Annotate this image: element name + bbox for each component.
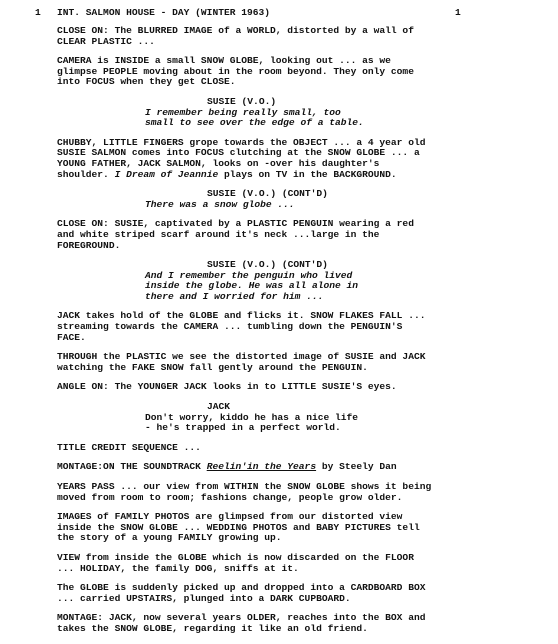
dialogue-line: I remember being really small, too xyxy=(145,106,341,118)
dialogue-line: there and I worried for him ... xyxy=(145,290,324,302)
action-line: and white striped scarf around it's neck ...large in the xyxy=(57,228,380,240)
action-line: CLOSE ON: The BLURRED IMAGE of a WORLD, distorted by a wall of xyxy=(57,25,414,36)
action-line: FOREGROUND. xyxy=(57,239,121,251)
action-line: CLEAR PLASTIC ... xyxy=(57,35,155,47)
action-line: VIEW from inside the GLOBE which is now discarded on the FLOOR xyxy=(57,551,414,563)
action-line: The GLOBE is suddenly picked up and dropped into a CARDBOARD BOX xyxy=(57,582,426,594)
dialogue-line: - he's trapped in a perfect world. xyxy=(145,422,341,434)
action-line: shoulder. I Dream of Jeannie plays on TV in the BACKGROUND. xyxy=(57,168,397,180)
action-paragraph xyxy=(57,26,477,47)
dialogue-line: small to see over the edge of a table. xyxy=(145,117,364,129)
scene-heading: INT. SALMON HOUSE - DAY (WINTER 1963) xyxy=(57,7,271,18)
action-paragraph xyxy=(57,482,477,503)
action-paragraph xyxy=(57,382,477,393)
action-line: SUSIE SALMON comes into FOCUS clutching at the SNOW GLOBE ... a xyxy=(57,147,420,159)
action-line: watching the FAKE SNOW fall gently around the PENGUIN. xyxy=(57,361,368,373)
action-line: CHUBBY, LITTLE FINGERS grope towards the OBJECT ... a 4 year old xyxy=(57,136,426,148)
action-line: inside the SNOW GLOBE ... WEDDING PHOTOS and BABY PICTURES tell xyxy=(57,521,420,533)
action-line: CLOSE ON: SUSIE, captivated by a PLASTIC PENGUIN wearing a red xyxy=(57,218,414,230)
action-line: moved from room to room; fashions change, people grow older. xyxy=(57,491,403,503)
action-line: CAMERA is INSIDE a small SNOW GLOBE, looking out ... as we xyxy=(57,55,391,67)
action-paragraph xyxy=(57,613,477,634)
action-paragraph xyxy=(57,553,477,574)
character-name: SUSIE (V.O.) xyxy=(207,95,277,107)
dialogue-line: inside the globe. He was all alone in xyxy=(145,280,359,292)
action-paragraph xyxy=(57,219,477,251)
script-body xyxy=(57,26,477,644)
action-line: TITLE CREDIT SEQUENCE ... xyxy=(57,441,201,453)
dialogue-line: And I remember the penguin who lived xyxy=(145,269,353,281)
action-paragraph xyxy=(57,56,477,88)
dialogue-line: Don't worry, kiddo he has a nice life xyxy=(145,411,359,423)
action-line: FACE. xyxy=(57,331,86,343)
action-line: the story of a young FAMILY growing up. xyxy=(57,532,282,544)
action-line: streaming towards the CAMERA ... tumbling down the PENGUIN'S xyxy=(57,321,403,333)
action-line: YEARS PASS ... our view from WITHIN the SNOW GLOBE shows it being xyxy=(57,481,432,492)
action-line: into FOCUS when they get CLOSE. xyxy=(57,76,236,88)
action-line: glimpse PEOPLE moving about in the room beyond. They only come xyxy=(57,65,414,77)
action-line: MONTAGE: JACK, now several years OLDER, reaches into the BOX and xyxy=(57,612,426,624)
action-paragraph xyxy=(57,462,477,473)
character-name: SUSIE (V.O.) (CONT'D) xyxy=(207,259,328,271)
action-line: ANGLE ON: The YOUNGER JACK looks in to LITTLE SUSIE'S eyes. xyxy=(57,381,397,393)
emphasis-text: Reelin'in the Years xyxy=(206,461,317,473)
action-line: YOUNG FATHER, JACK SALMON, looks on -over his daughter's xyxy=(57,157,380,169)
action-line: JACK takes hold of the GLOBE and flicks it. SNOW FLAKES FALL ... xyxy=(57,310,426,322)
dialogue-block xyxy=(57,189,477,210)
dialogue-line: There was a snow globe ... xyxy=(145,198,295,210)
action-paragraph xyxy=(57,138,477,180)
character-name: JACK xyxy=(207,401,231,413)
action-line: takes the SNOW GLOBE, regarding it like an old friend. xyxy=(57,622,368,634)
dialogue-block xyxy=(57,260,477,302)
emphasis-text: I Dream of Jeannie xyxy=(114,168,219,180)
action-line: THROUGH the PLASTIC we see the distorted image of SUSIE and JACK xyxy=(57,351,426,363)
action-line: MONTAGE:ON THE SOUNDTRACK Reelin'in the Years by Steely Dan xyxy=(57,461,397,473)
action-line: IMAGES of FAMILY PHOTOS are glimpsed from our distorted view xyxy=(57,511,403,523)
action-line: ... carried UPSTAIRS, plunged into a DARK CUPBOARD. xyxy=(57,592,351,604)
action-paragraph xyxy=(57,512,477,544)
scene-number-left: 1 xyxy=(35,7,41,18)
scene-number-right: 1 xyxy=(455,7,461,18)
dialogue-block xyxy=(57,402,477,434)
action-line: ... HOLIDAY, the family DOG, sniffs at it. xyxy=(57,562,299,574)
action-paragraph xyxy=(57,352,477,373)
dialogue-block xyxy=(57,97,477,129)
character-name: SUSIE (V.O.) (CONT'D) xyxy=(207,188,328,200)
action-paragraph xyxy=(57,443,477,454)
action-paragraph xyxy=(57,311,477,343)
action-paragraph xyxy=(57,583,477,604)
